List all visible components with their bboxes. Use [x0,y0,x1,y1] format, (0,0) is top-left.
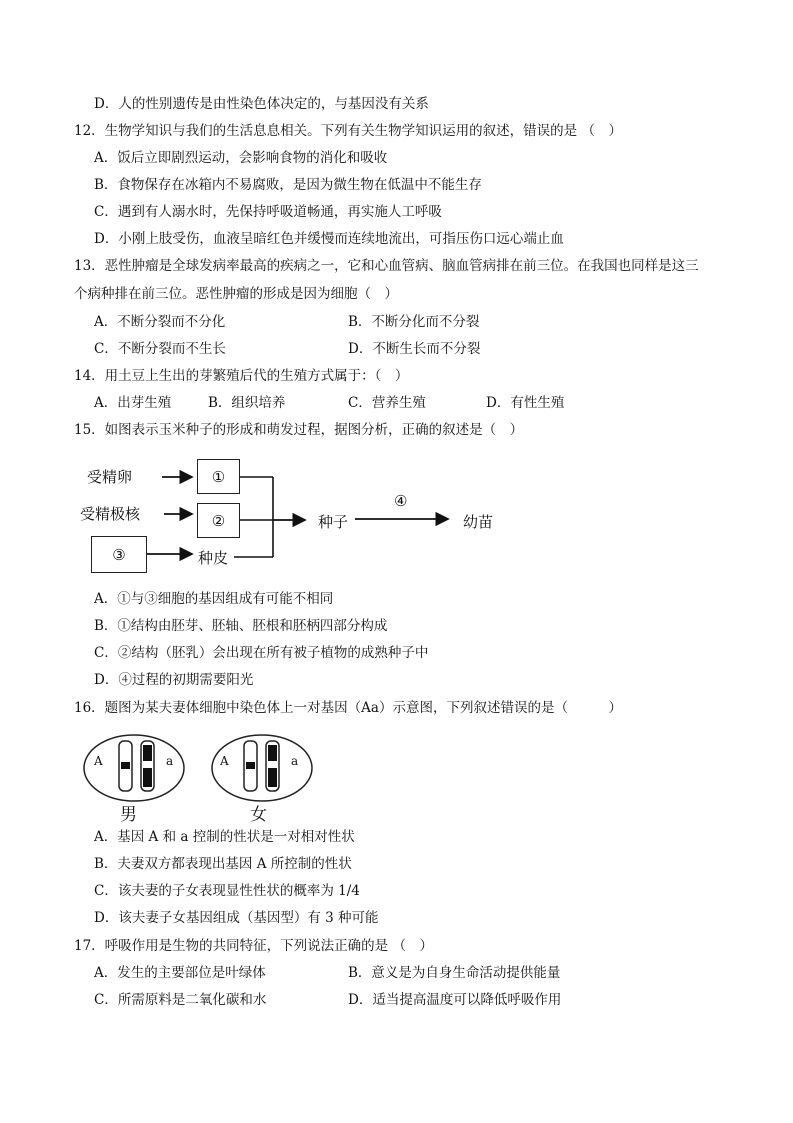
q12-option-c: C．遇到有人溺水时，先保持呼吸道畅通，再实施人工呼吸 [94,204,442,220]
q14-option-d: D．有性生殖 [486,395,565,411]
q15-option-b: B．①结构由胚芽、胚轴、胚根和胚柄四部分构成 [94,618,388,634]
q17-option-b: B．意义是为自身生命活动提供能量 [348,965,561,981]
q13-option-d: D．不断生长而不分裂 [348,341,481,357]
q14-option-b: B．组织培养 [208,395,286,411]
q12-option-b: B．食物保存在冰箱内不易腐败，是因为微生物在低温中不能生存 [94,177,482,193]
q15-stem: 15．如图表示玉米种子的形成和萌发过程，据图分析，正确的叙述是（ ） [74,422,524,438]
q13-option-c: C．不断分裂而不生长 [94,341,226,357]
q15-option-a: A．①与③细胞的基因组成有可能不相同 [94,591,334,607]
q16-figure-cells [80,728,320,823]
q16-male-allele-a: a [166,754,174,768]
q15-option-c: C．②结构（胚乳）会出现在所有被子植物的成熟种子中 [94,645,429,661]
q11-option-d: D．人的性别遗传是由性染色体决定的，与基因没有关系 [94,96,429,112]
q16-label-male: 男 [120,805,137,825]
q15-option-d: D．④过程的初期需要阳光 [94,672,254,688]
q16-option-a: A．基因 A 和 a 控制的性状是一对相对性状 [94,829,355,845]
q12-option-a: A．饭后立即剧烈运动，会影响食物的消化和吸收 [94,150,388,166]
q16-stem: 16．题图为某夫妻体细胞中染色体上一对基因（Aa）示意图，下列叙述错误的是（ ） [74,700,622,716]
q17-option-d: D．适当提高温度可以降低呼吸作用 [348,992,562,1008]
q14-stem: 14．用土豆上生出的芽繁殖后代的生殖方式属于：（ ） [74,368,409,384]
q17-stem: 17．呼吸作用是生物的共同特征，下列说法正确的是 （ ） [74,938,433,954]
q16-female-allele-A: A [220,754,229,768]
q15-label-seed: 种子 [318,513,349,531]
q13-option-b: B．不断分化而不分裂 [348,314,480,330]
q16-option-d: D．该夫妻子女基因组成（基因型）有 3 种可能 [94,910,379,926]
q17-option-a: A．发生的主要部位是叶绿体 [94,965,266,981]
q15-label-fertilized-egg: 受精卵 [87,468,133,486]
q12-stem: 12．生物学知识与我们的生活息息相关。下列有关生物学知识运用的叙述，错误的是 （ ） [74,123,622,139]
q14-option-c: C．营养生殖 [348,395,426,411]
q13-stem-line1: 13．恶性肿瘤是全球发病率最高的疾病之一，它和心血管病、脑血管病排在前三位。在我国也同样是这三 [74,258,699,274]
q13-stem-line2: 个病种排在前三位。恶性肿瘤的形成是因为细胞（ ） [74,286,398,302]
q14-option-a: A．出芽生殖 [94,395,172,411]
q16-label-female: 女 [250,805,267,825]
q15-box-2: ② [197,503,240,538]
q15-label-fertilized-polar-nuclei: 受精极核 [80,505,141,523]
q13-option-a: A．不断分裂而不分化 [94,314,226,330]
q12-option-d: D．小刚上肢受伤，血液呈暗红色并缓慢而连续地流出，可指压伤口远心端止血 [94,231,564,247]
q15-label-step-4: ④ [394,492,408,510]
q17-option-c: C．所需原料是二氧化碳和水 [94,992,267,1008]
q16-male-allele-A: A [94,754,103,768]
q16-figure [80,728,320,823]
q16-option-c: C．该夫妻的子女表现显性性状的概率为 1/4 [94,883,360,899]
q15-box-3: ③ [91,536,147,573]
q16-female-allele-a: a [291,754,299,768]
q16-option-b: B．夫妻双方都表现出基因 A 所控制的性状 [94,856,352,872]
q15-box-1: ① [197,459,240,494]
q15-label-seedling: 幼苗 [463,513,494,531]
q15-label-seed-coat: 种皮 [198,549,229,567]
